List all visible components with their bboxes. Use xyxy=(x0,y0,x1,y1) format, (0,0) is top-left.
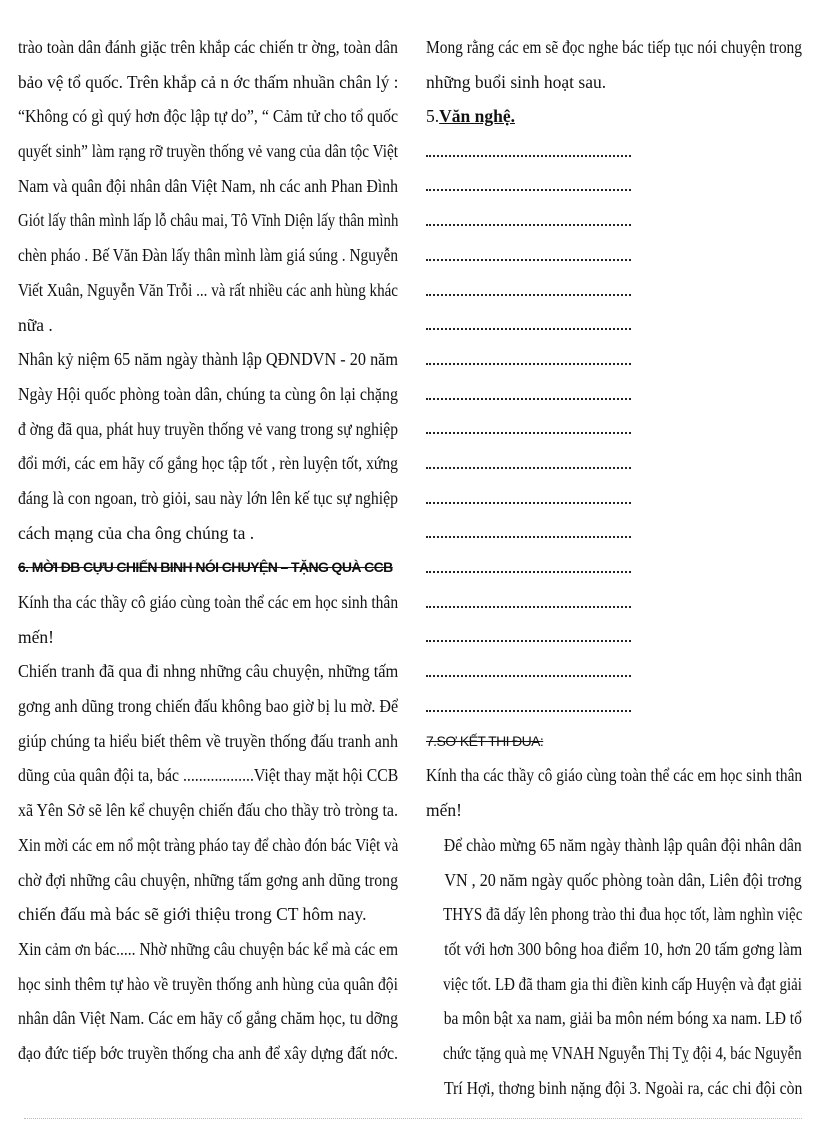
paragraph xyxy=(18,30,398,342)
dotted-line xyxy=(426,203,802,238)
text-line: bảo vệ tổ quốc. Trên khắp cả n ớc thấm nhuần chân lý : xyxy=(18,71,398,92)
paragraph xyxy=(18,932,398,1071)
text-line: chờ đợi những câu chuyện, những tấm gơng anh dũng trong xyxy=(18,869,398,890)
dotted-line xyxy=(426,134,802,169)
section-heading-7: 7.SƠ KẾT THI ĐUA: xyxy=(426,732,544,749)
text-line: “Không có gì quý hơn độc lập tự do”, “ Cảm tử cho tổ quốc xyxy=(18,106,398,127)
text-line: gơng anh dũng trong chiến đấu không bao giờ bị lu mờ. Để xyxy=(18,696,398,717)
heading-title: Văn nghệ. xyxy=(439,106,515,127)
dotted-line xyxy=(426,342,802,377)
text-line: Để chào mừng 65 năm ngày thành lập quân đội nhân dân xyxy=(443,834,802,855)
dotted-line xyxy=(426,446,802,481)
text-line: những buổi sinh hoạt sau. xyxy=(426,71,607,92)
dotted-line xyxy=(426,585,802,620)
heading-number: 5. xyxy=(426,106,440,127)
text-line: đổi mới, các em hãy cố gắng học tập tốt , rèn luyện tốt, xứng xyxy=(18,453,398,474)
text-line: mến! xyxy=(426,800,462,821)
dotted-line xyxy=(426,273,802,308)
dotted-line xyxy=(426,620,802,655)
text-line: dũng của quân đội ta, bác ..................Việt thay mặt hội CCB xyxy=(18,765,398,786)
text-line: Viết Xuân, Nguyễn Văn Trỗi ... và rất nhiều các anh hùng khác xyxy=(18,279,398,300)
text-line: chiến đấu mà bác sẽ giới thiệu trong CT hôm nay. xyxy=(18,904,367,925)
text-line: chức tặng quà mẹ VNAH Nguyễn Thị Tỵ đội 4, bác Nguyễn xyxy=(442,1042,802,1063)
dotted-line xyxy=(426,481,802,516)
text-line: đ ờng đã qua, phát huy truyền thống vẻ vang trong sự nghiệp xyxy=(18,418,398,439)
paragraph xyxy=(426,828,802,1106)
text-line: đạo đức tiếp bớc truyền thống cha anh để xây dựng đất nớc. xyxy=(18,1042,398,1063)
text-line: tốt với hơn 300 bông hoa điểm 10, hơn 20 tấm gơng làm xyxy=(444,938,803,959)
text-line: giúp chúng ta hiểu biết thêm về truyền thống đấu tranh anh xyxy=(18,730,398,751)
paragraph xyxy=(18,585,398,654)
text-line: nữa . xyxy=(18,314,53,335)
text-line: đáng là con ngoan, trò giỏi, sau này lớn lên kế tục sự nghiệp xyxy=(18,487,398,508)
dotted-line xyxy=(426,377,802,412)
dotted-line xyxy=(426,169,802,204)
dotted-line xyxy=(426,308,802,343)
text-line: ba môn bật xa nam, giải ba môn ném bóng xa nam. LĐ tổ xyxy=(443,1008,802,1029)
text-line: VN , 20 năm ngày quốc phòng toàn dân, Liên đội trơng xyxy=(444,869,802,890)
text-line: Kính tha các thầy cô giáo cùng toàn thể các em học sinh thân xyxy=(426,765,802,786)
text-line: Trí Hợi, thơng binh nặng đội 3. Ngoài ra, các chi đội còn xyxy=(443,1077,803,1098)
text-line: quyết sinh” làm rạng rỡ truyền thống vẻ vang của dân tộc Việt xyxy=(18,141,398,162)
text-line: mến! xyxy=(18,626,54,647)
dotted-line xyxy=(426,412,802,447)
text-line: Chiến tranh đã qua đi nhng những câu chuyện, những tấm xyxy=(18,661,398,682)
text-line: Xin cảm ơn bác..... Nhờ những câu chuyện bác kể mà các em xyxy=(18,938,398,959)
section-heading-5 xyxy=(426,99,802,134)
dotted-line xyxy=(426,516,802,551)
text-line: nhân dân Việt Nam. Các em hãy cố gắng chăm học, tu dỡng xyxy=(18,1008,398,1029)
text-line: Nhân kỷ niệm 65 năm ngày thành lập QĐNDVN - 20 năm xyxy=(18,349,398,370)
text-line: việc tốt. LĐ đã tham gia thi điền kinh cấp Huyện và đạt giải xyxy=(443,973,802,994)
text-line: trào toàn dân đánh giặc trên khắp các chiến tr ờng, toàn dân xyxy=(18,37,398,57)
paragraph xyxy=(18,654,398,932)
text-line: Ngày Hội quốc phòng toàn dân, chúng ta cùng ôn lại chặng xyxy=(18,383,398,404)
text-line: Nam và quân đội nhân dân Việt Nam, nh các anh Phan Đình xyxy=(18,175,398,196)
left-column xyxy=(18,30,398,1071)
dotted-line xyxy=(426,550,802,585)
dotted-line xyxy=(426,654,802,689)
text-line: cách mạng của cha ông chúng ta . xyxy=(18,522,255,543)
dotted-line xyxy=(426,689,802,724)
text-line: Xin mời các em nổ một tràng pháo tay để chào đón bác Việt và xyxy=(18,834,398,855)
section-heading-6: 6. MỜI ĐB CỰU CHIẾN BINH NÓI CHUYỆN – TẶNG QUÀ CCB xyxy=(18,559,393,576)
text-line: học sinh thêm tự hào về truyền thống anh hùng của quân đội xyxy=(18,973,398,994)
paragraph xyxy=(426,30,802,99)
text-line: chèn pháo . Bế Văn Đàn lấy thân mình làm giá súng . Nguyễn xyxy=(18,245,398,266)
page-bottom-rule xyxy=(24,1118,802,1119)
text-line: xã Yên Sở sẽ lên kể chuyện chiến đấu cho thầy trò tròng ta. xyxy=(18,800,398,821)
text-line: Kính tha các thầy cô giáo cùng toàn thể các em học sinh thân xyxy=(18,592,398,612)
dotted-line xyxy=(426,238,802,273)
text-line: Mong rằng các em sẽ đọc nghe bác tiếp tục nói chuyện trong xyxy=(426,37,802,57)
paragraph xyxy=(18,342,398,550)
paragraph xyxy=(426,758,802,827)
right-column xyxy=(426,30,802,1105)
text-line: Giót lấy thân mình lấp lỗ châu mai, Tô Vĩnh Diện lấy thân mình xyxy=(18,210,398,231)
dotted-fill-lines xyxy=(426,134,802,724)
text-line: THYS đã dấy lên phong trào thi đua học tốt, làm nghìn việc xyxy=(443,904,803,925)
